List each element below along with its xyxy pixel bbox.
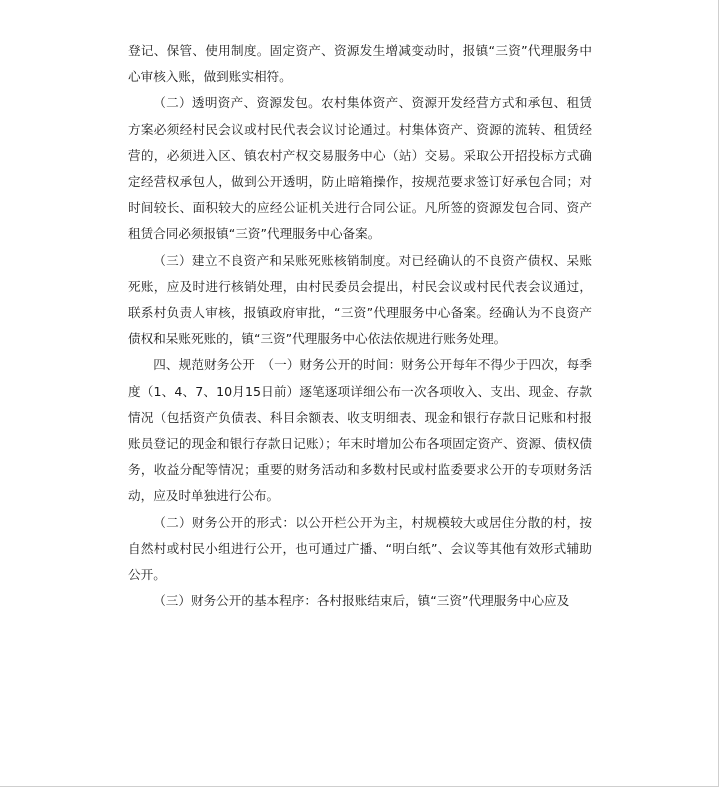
paragraph-disclosure-procedure: （三）财务公开的基本程序：各村报账结束后，镇“三资”代理服务中心应及 — [153, 593, 570, 609]
paragraph-fixed-asset-registration: 登记、保管、使用制度。固定资产、资源发生增减变动时，报镇“三资”代理服务中心审核入账，做到账实相符。 — [128, 43, 592, 85]
paragraph-bad-asset-writeoff: （三）建立不良资产和呆账死账核销制度。对已经确认的不良资产债权、呆账死账，应及时进行核销处理，由村民委员会提出，村民会议或村民代表会议通过，联系村负责人审核，报镇政府审批，“三资”代理服务中心备案。经确认为不良资产债权和呆账死账的，镇“三资”代理服务中心依法依规进行账务处理。 — [128, 252, 592, 347]
paragraph-transparent-contracting: （二）透明资产、资源发包。农村集体资产、资源开发经营方式和承包、租赁方案必须经村民会议或村民代表会议讨论通过。村集体资产、资源的流转、租赁经营的，必须进入区、镇农村产权交易服务中心（站）交易。采取公开招投标方式确定经营权承包人，做到公开透明，防止暗箱操作，按规范要求签订好承包合同；对时间较长、面积较大的应经公证机关进行合同公证。凡所签的资源发包合同、资产租赁合同必须报镇“三资”代理服务中心备案。 — [128, 95, 592, 242]
paragraph-disclosure-form: （二）财务公开的形式：以公开栏公开为主，村规模较大或居住分散的村，按自然村或村民小组进行公开，也可通过广播、“明白纸”、会议等其他有效形式辅助公开。 — [128, 514, 592, 583]
document-body — [128, 38, 592, 614]
paragraph-disclosure-timing: 四、规范财务公开 （一）财务公开的时间：财务公开每年不得少于四次，每季度（1、4、7、10月15日前）逐笔逐项详细公布一次各项收入、支出、现金、存款情况（包括资产负债表、科目余额表、收支明细表、现金和银行存款日记账和村报账员登记的现金和银行存款日记账）；年末时增加公布各项固定资产、资源、债权债务，收益分配等情况；重要的财务活动和多数村民或村监委要求公开的专项财务活动，应及时单独进行公布。 — [128, 357, 592, 504]
